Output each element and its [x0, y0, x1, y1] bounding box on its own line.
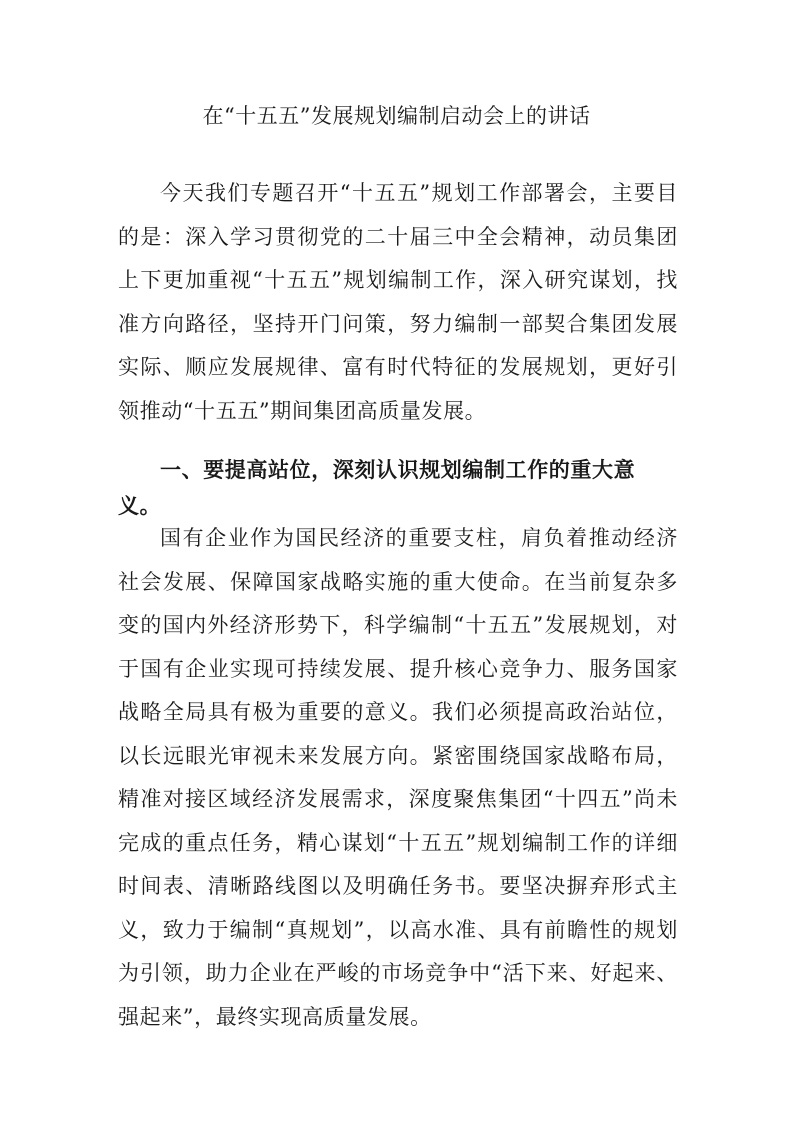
intro-paragraph: 今天我们专题召开“十五五”规划工作部署会，主要目的是：深入学习贯彻党的二十届三中全会精神，动员集团上下更加重视“十五五”规划编制工作，深入研究谋划，找准方向路径，坚持开门问策，努力编制一部契合集团发展实际、顺应发展规律、富有时代特征的发展规划，更好引领推动“十五五”期间集团高质量发展。 — [118, 181, 678, 423]
document-title: 在“十五五”发展规划编制启动会上的讲话 — [202, 104, 591, 128]
section-heading: 一、要提高站位，深刻认识规划编制工作的重大意义。 — [118, 457, 636, 518]
body-paragraph: 国有企业作为国民经济的重要支柱，肩负着推动经济社会发展、保障国家战略实施的重大使命。在当前复杂多变的国内外经济形势下，科学编制“十五五”发展规划，对于国有企业实现可持续发展、提升核心竞争力、服务国家战略全局具有极为重要的意义。我们必须提高政治站位，以长远眼光审视未来发展方向。紧密围绕国家战略布局，精准对接区域经济发展需求，深度聚焦集团“十四五”尚未完成的重点任务，精心谋划“十五五”规划编制工作的详细时间表、清晰路线图以及明确任务书。要坚决摒弃形式主义，致力于编制“真规划”，以高水准、具有前瞻性的规划为引领，助力企业在严峻的市场竞争中“活下来、好起来、强起来”，最终实现高质量发展。 — [118, 526, 678, 1029]
